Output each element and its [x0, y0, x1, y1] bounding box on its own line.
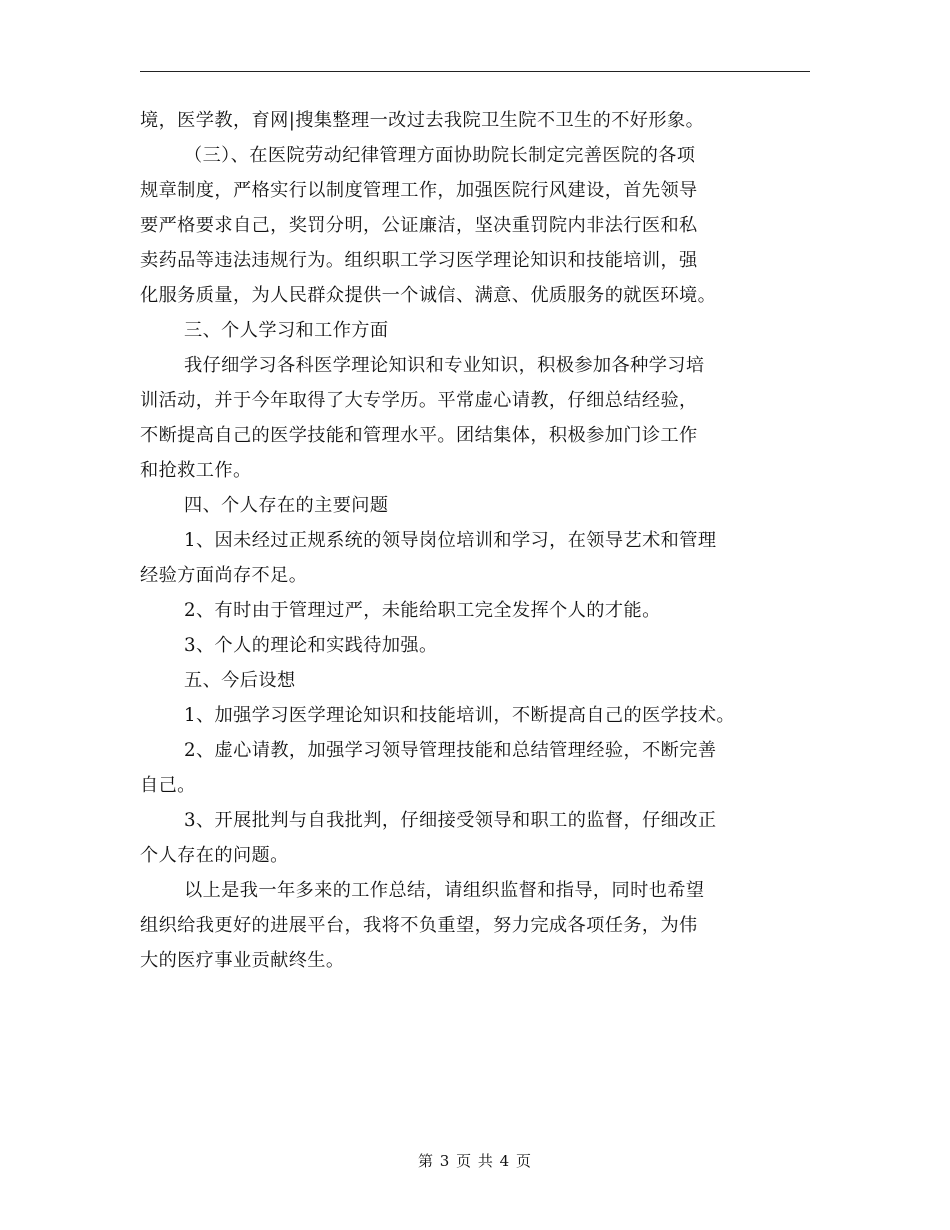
text-line: 化服务质量，为人民群众提供一个诚信、满意、优质服务的就医环境。 [140, 285, 717, 306]
text-line: 规章制度，严格实行以制度管理工作，加强医院行风建设，首先领导 [140, 180, 698, 201]
text-line: 三、个人学习和工作方面 [184, 320, 389, 341]
text-line: 我仔细学习各科医学理论知识和专业知识，积极参加各种学习培 [184, 355, 705, 376]
text-line: 经验方面尚存不足。 [140, 565, 308, 586]
text-line: 2、有时由于管理过严，未能给职工完全发挥个人的才能。 [184, 600, 661, 621]
text-line: 五、今后设想 [184, 670, 296, 691]
text-line: 自己。 [140, 775, 196, 796]
text-line: 组织给我更好的进展平台，我将不负重望，努力完成各项任务，为伟 [140, 915, 698, 936]
text-line: 不断提高自己的医学技能和管理水平。团结集体，积极参加门诊工作 [140, 425, 698, 446]
text-line: 3、开展批判与自我批判，仔细接受领导和职工的监督，仔细改正 [184, 810, 717, 831]
text-line: 1、加强学习医学理论知识和技能培训，不断提高自己的医学技术。 [184, 705, 736, 726]
header-rule [140, 71, 810, 72]
page-number-footer: 第 3 页 共 4 页 [418, 1152, 532, 1170]
text-line: 和抢救工作。 [140, 460, 252, 481]
text-line: 大的医疗事业贡献终生。 [140, 950, 345, 971]
document-body [140, 103, 820, 978]
text-line: 要严格要求自己，奖罚分明，公证廉洁，坚决重罚院内非法行医和私 [140, 215, 698, 236]
text-line: 以上是我一年多来的工作总结，请组织监督和指导，同时也希望 [184, 880, 705, 901]
text-line: 2、虚心请教，加强学习领导管理技能和总结管理经验，不断完善 [184, 740, 717, 761]
text-line: 训活动，并于今年取得了大专学历。平常虚心请教，仔细总结经验， [140, 390, 698, 411]
text-line: 四、个人存在的主要问题 [184, 495, 389, 516]
text-line: 境，医学教，育网|搜集整理一改过去我院卫生院不卫生的不好形象。 [140, 110, 705, 131]
text-line: 3、个人的理论和实践待加强。 [184, 635, 438, 656]
text-line: 个人存在的问题。 [140, 845, 289, 866]
text-line: 卖药品等违法违规行为。组织职工学习医学理论知识和技能培训，强 [140, 250, 698, 271]
text-line: （三）、在医院劳动纪律管理方面协助院长制定完善医院的各项 [184, 145, 696, 166]
text-line: 1、因未经过正规系统的领导岗位培训和学习，在领导艺术和管理 [184, 530, 717, 551]
